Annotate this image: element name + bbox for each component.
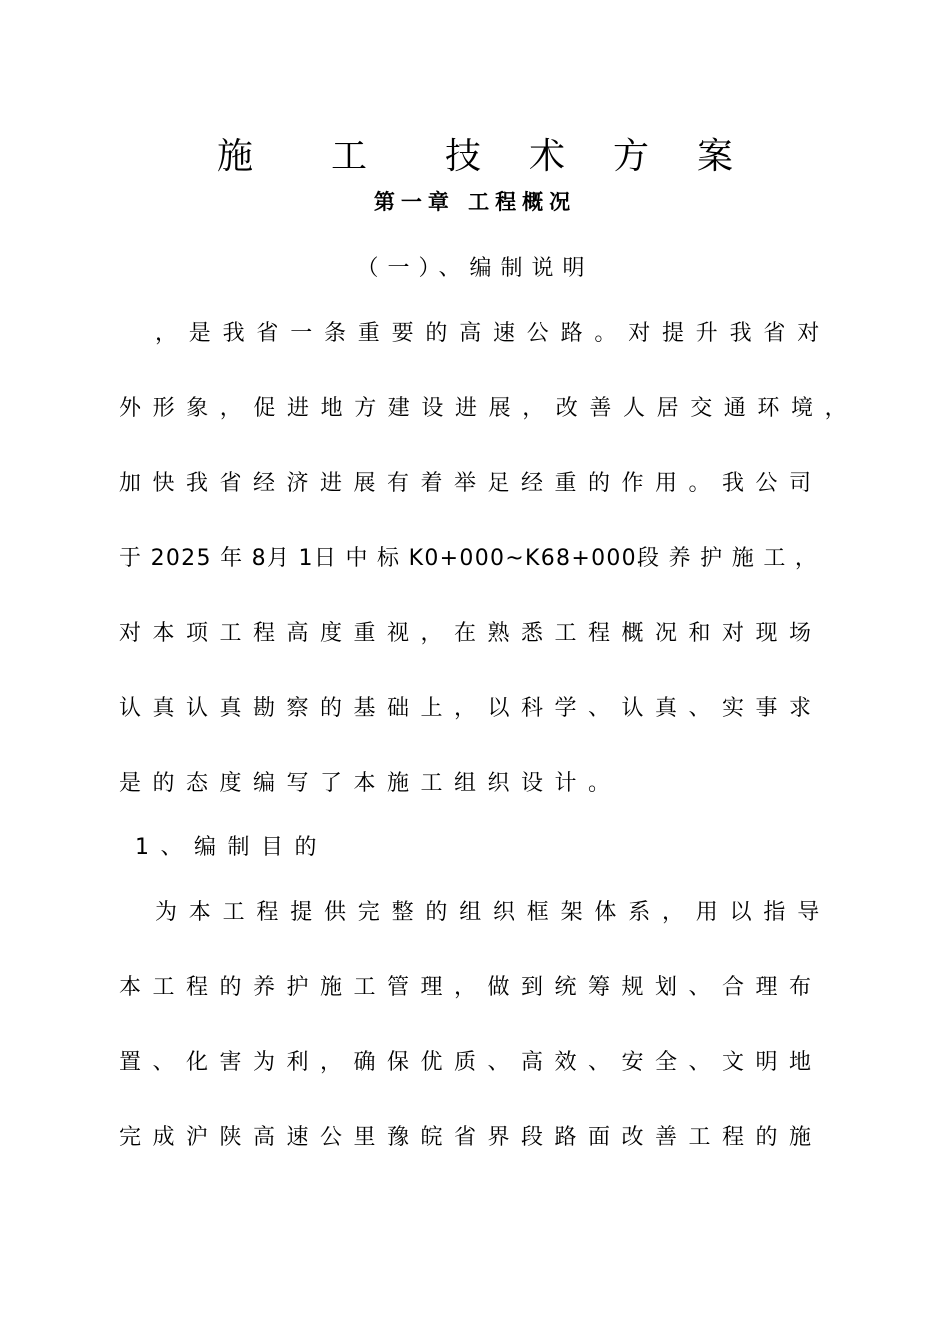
title-char: 案 — [697, 136, 734, 177]
title-char: 方 — [613, 136, 650, 177]
title-char: 施 — [216, 136, 253, 177]
paragraph-line: 本工程的养护施工管理，做到统筹规划、合理布 — [119, 975, 823, 1000]
paragraph-line: 置、化害为利，确保优质、高效、安全、文明地 — [119, 1050, 823, 1075]
document-title — [0, 128, 950, 179]
title-char: 技 — [444, 136, 481, 177]
paragraph-line: 完成沪陕高速公里豫皖省界段路面改善工程的施 — [119, 1125, 823, 1150]
paragraph-line: 为本工程提供完整的组织框架体系，用以指导 — [155, 900, 832, 925]
chapter-heading: 第一章 工程概况 — [373, 190, 577, 214]
paragraph-line: 加快我省经济进展有着举足经重的作用。我公司 — [119, 471, 823, 496]
paragraph-line: 于 2025 年 8月 1日 中 标 K0+000~K68+000段 养 护 施 工 ， — [119, 546, 819, 571]
paragraph-line: 外形象，促进地方建设进展，改善人居交通环境， — [119, 396, 859, 421]
paragraph-line: 认真认真勘察的基础上，以科学、认真、实事求 — [119, 696, 823, 721]
paragraph-line: 是的态度编写了本施工组织设计。 — [119, 771, 622, 796]
section-heading: （一）、编制说明 — [356, 256, 594, 281]
title-char: 工 — [330, 136, 367, 177]
title-char: 术 — [529, 136, 566, 177]
paragraph-line: 对本项工程高度重视，在熟悉工程概况和对现场 — [119, 621, 823, 646]
subsection-heading: 1、编制目的 — [135, 835, 328, 860]
paragraph-line: ，是我省一条重要的高速公路。对提升我省对 — [155, 321, 832, 346]
